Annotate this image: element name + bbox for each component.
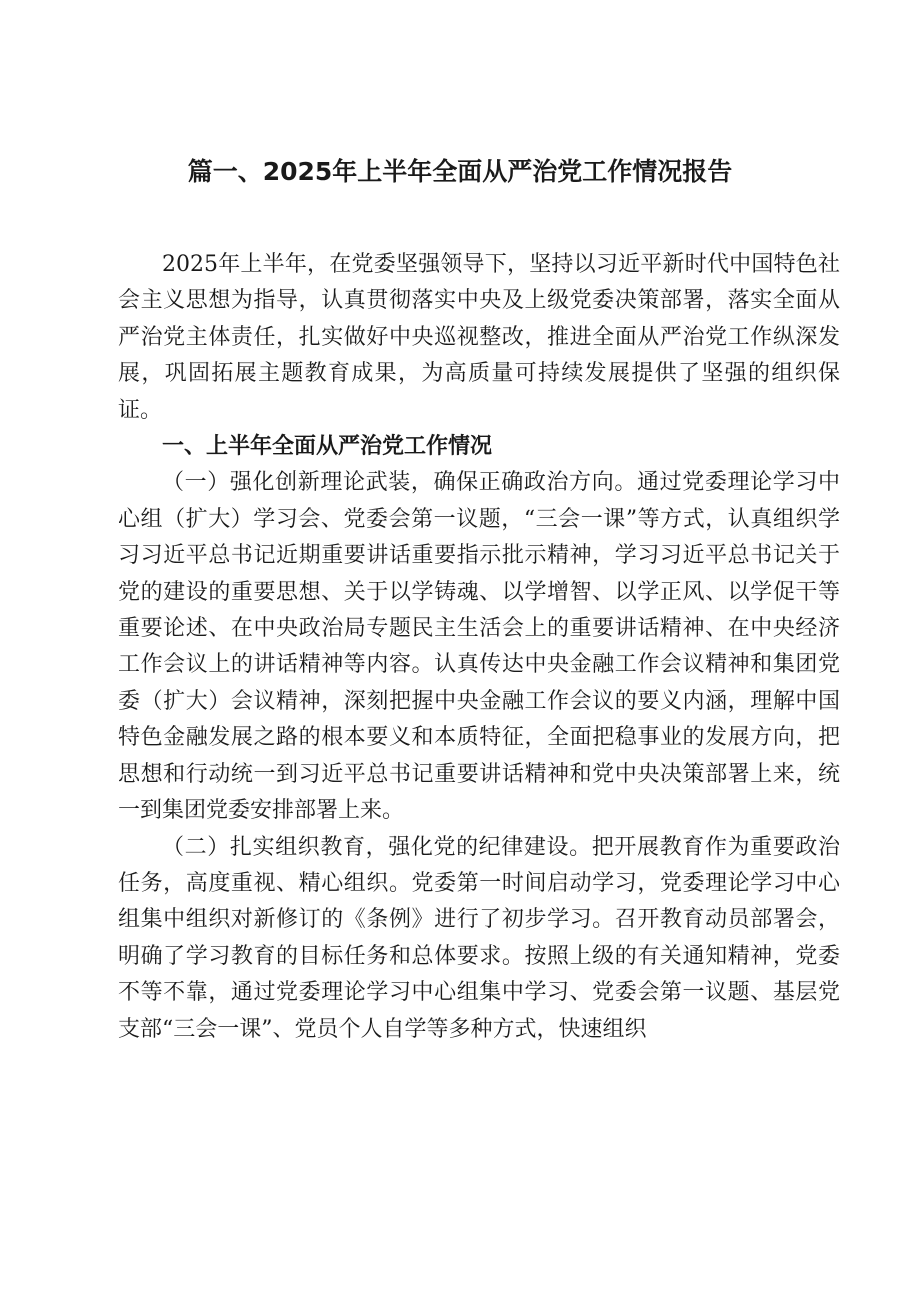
paragraph-2: （二）扎实组织教育，强化党的纪律建设。把开展教育作为重要政治任务，高度重视、精心组织。党委第一时间启动学习，党委理论学习中心组集中组织对新修订的《条例》进行了初步学习。召开教育动员部署会，明确了学习教育的目标任务和总体要求。按照上级的有关通知精神，党委不等不靠，通过党委理论学习中心组集中学习、党委会第一议题、基层党支部“三会一课”、党员个人自学等多种方式，快速组织 xyxy=(118,834,840,1042)
intro-paragraph: 2025年上半年，在党委坚强领导下，坚持以习近平新时代中国特色社会主义思想为指导，认真贯彻落实中央及上级党委决策部署，落实全面从严治党主体责任，扎实做好中央巡视整改，推进全面从严治党工作纵深发展，巩固拓展主题教育成果，为高质量可持续发展提供了坚强的组织保证。 xyxy=(118,252,840,423)
section-heading: 一、上半年全面从严治党工作情况 xyxy=(162,434,493,460)
document-body xyxy=(118,247,840,1048)
paragraph-1: （一）强化创新理论武装，确保正确政治方向。通过党委理论学习中心组（扩大）学习会、党委会第一议题，“三会一课”等方式，认真组织学习习近平总书记近期重要讲话重要指示批示精神，学习习近平总书记关于党的建设的重要思想、关于以学铸魂、以学增智、以学正风、以学促干等重要论述、在中央政治局专题民主生活会上的重要讲话精神、在中央经济工作会议上的讲话精神等内容。认真传达中央金融工作会议精神和集团党委（扩大）会议精神，深刻把握中央金融工作会议的要义内涵，理解中国特色金融发展之路的根本要义和本质特征，全面把稳事业的发展方向，把思想和行动统一到习近平总书记重要讲话精神和党中央决策部署上来，统一到集团党委安排部署上来。 xyxy=(118,470,840,824)
document-title: 篇一、2025年上半年全面从严治党工作情况报告 xyxy=(187,157,733,186)
